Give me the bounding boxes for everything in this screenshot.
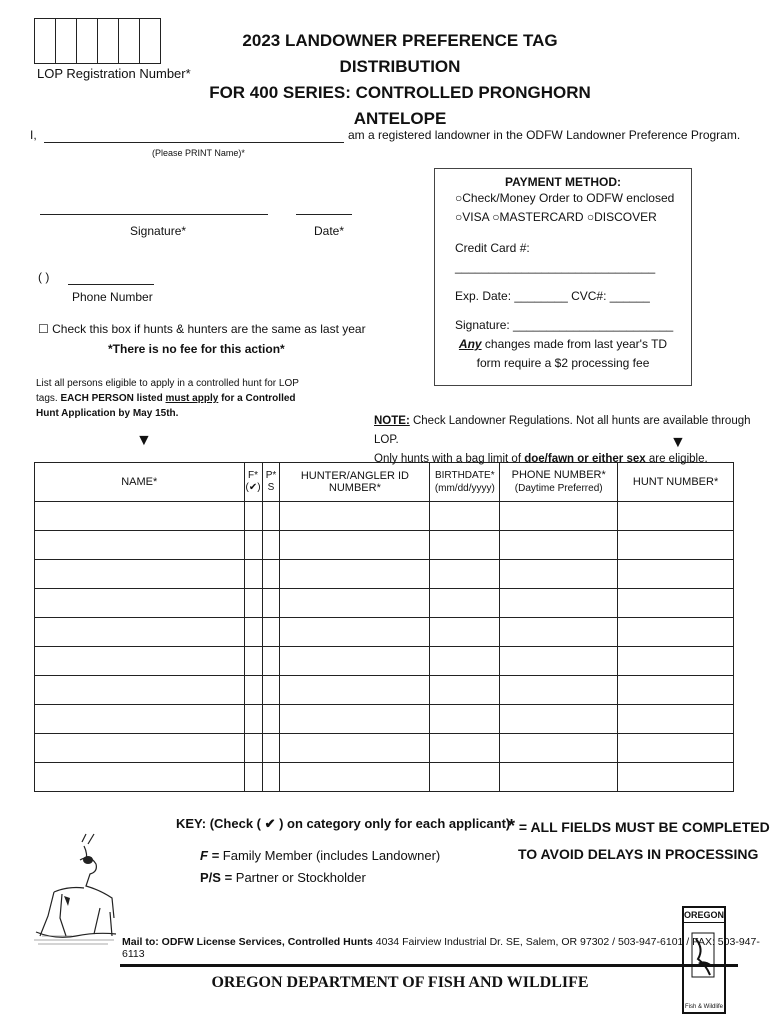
lop-registration-boxes[interactable] <box>34 18 161 64</box>
payment-signature-field[interactable]: Signature: ________________________ <box>455 318 674 332</box>
hunt-number-cell[interactable] <box>618 763 734 792</box>
antelope-illustration <box>30 832 120 950</box>
key-family-code: F = <box>200 848 220 863</box>
phone-cell[interactable] <box>500 734 618 763</box>
partner-cell[interactable] <box>262 705 280 734</box>
hunt-number-cell[interactable] <box>618 647 734 676</box>
logo-bottom-text: Fish & Wildlife <box>684 1004 723 1010</box>
col-phone-label: PHONE NUMBER* <box>511 469 606 481</box>
key-partner-code: P/S = <box>200 870 233 885</box>
hunt-number-cell[interactable] <box>618 618 734 647</box>
hunter-id-cell[interactable] <box>280 502 430 531</box>
payment-check-option[interactable]: ○Check/Money Order to ODFW enclosed <box>455 191 675 205</box>
table-row <box>35 705 734 734</box>
birthdate-cell[interactable] <box>430 502 500 531</box>
processing-fee-note <box>435 335 691 373</box>
col-stockholder-label: S <box>267 482 275 493</box>
col-partner-label: P* <box>265 470 277 481</box>
family-cell[interactable] <box>244 705 262 734</box>
phone-cell[interactable] <box>500 676 618 705</box>
title-line-1: 2023 LANDOWNER PREFERENCE TAG DISTRIBUTION <box>242 31 558 76</box>
processing-fee-line-2: form require a $2 processing fee <box>476 356 650 370</box>
table-row <box>35 676 734 705</box>
birthdate-cell[interactable] <box>430 763 500 792</box>
name-cell[interactable] <box>35 589 245 618</box>
note-label: NOTE: <box>374 415 410 427</box>
date-label: Date* <box>314 224 345 238</box>
required-line-1: = ALL FIELDS MUST BE COMPLETED <box>515 819 770 835</box>
table-row <box>35 763 734 792</box>
same-as-last-year-checkbox[interactable]: ☐ <box>38 322 49 336</box>
form-title <box>190 28 610 132</box>
instructions <box>36 376 299 421</box>
declaration-prefix: I, <box>30 128 37 142</box>
required-fields-note <box>508 816 770 837</box>
payment-method-box <box>434 168 692 386</box>
key-title: KEY: (Check ( ✔ ) on category only for each applicant) <box>176 816 511 831</box>
family-cell[interactable] <box>244 734 262 763</box>
lop-digit-box[interactable] <box>77 19 98 63</box>
phone-cell[interactable] <box>500 560 618 589</box>
col-birthdate <box>430 463 500 502</box>
partner-cell[interactable] <box>262 763 280 792</box>
no-fee-text: *There is no fee for this action* <box>108 342 285 356</box>
hunt-number-cell[interactable] <box>618 531 734 560</box>
phone-cell[interactable] <box>500 763 618 792</box>
name-cell[interactable] <box>35 618 245 647</box>
name-cell[interactable] <box>35 560 245 589</box>
processing-fee-text: changes made from last year's TD <box>481 337 668 351</box>
hunter-id-cell[interactable] <box>280 676 430 705</box>
note <box>374 412 770 469</box>
signature-field[interactable] <box>40 200 268 215</box>
family-cell[interactable] <box>244 618 262 647</box>
hunt-number-cell[interactable] <box>618 734 734 763</box>
partner-cell[interactable] <box>262 502 280 531</box>
family-cell[interactable] <box>244 560 262 589</box>
birthdate-cell[interactable] <box>430 705 500 734</box>
key-family-text: Family Member (includes Landowner) <box>219 848 441 863</box>
hunter-id-cell[interactable] <box>280 560 430 589</box>
col-hunt-number: HUNT NUMBER* <box>618 463 734 502</box>
name-cell[interactable] <box>35 502 245 531</box>
hunt-number-cell[interactable] <box>618 560 734 589</box>
col-family <box>244 463 262 502</box>
declaration-suffix: am a registered landowner in the ODFW Landowner Preference Program. <box>348 128 741 142</box>
key-family <box>200 848 440 863</box>
landowner-name-field[interactable] <box>44 128 344 143</box>
instructions-bold: for a Controlled <box>218 393 296 404</box>
exp-cvc-field[interactable]: Exp. Date: ________ CVC#: ______ <box>455 289 650 303</box>
name-cell[interactable] <box>35 531 245 560</box>
table-header-row <box>35 463 734 502</box>
partner-cell[interactable] <box>262 676 280 705</box>
arrow-down-icon: ▼ <box>136 432 152 449</box>
name-cell[interactable] <box>35 676 245 705</box>
applicant-table <box>34 462 734 792</box>
birthdate-cell[interactable] <box>430 647 500 676</box>
note-text: are eligible. <box>645 453 708 465</box>
key-partner-text: Partner or Stockholder <box>232 870 366 885</box>
any-emphasis: Any <box>458 337 482 351</box>
lop-digit-box[interactable] <box>56 19 77 63</box>
title-line-2: FOR 400 SERIES: CONTROLLED PRONGHORN ANTELOPE <box>209 83 591 128</box>
table-row <box>35 502 734 531</box>
table-body <box>35 502 734 792</box>
name-cell[interactable] <box>35 705 245 734</box>
phone-cell[interactable] <box>500 589 618 618</box>
partner-cell[interactable] <box>262 734 280 763</box>
birthdate-cell[interactable] <box>430 560 500 589</box>
name-cell[interactable] <box>35 734 245 763</box>
lop-digit-box[interactable] <box>98 19 119 63</box>
table-row <box>35 589 734 618</box>
required-line-2: TO AVOID DELAYS IN PROCESSING <box>518 846 759 862</box>
col-phone <box>500 463 618 502</box>
family-cell[interactable] <box>244 502 262 531</box>
note-text: Check Landowner Regulations. Not all hunts are available through LOP. <box>374 415 751 446</box>
family-cell[interactable] <box>244 589 262 618</box>
family-cell[interactable] <box>244 676 262 705</box>
phone-area-code: ( ) <box>38 270 50 284</box>
same-as-last-year-text: Check this box if hunts & hunters are the same as last year <box>52 322 366 336</box>
phone-label: Phone Number <box>72 290 153 304</box>
birthdate-cell[interactable] <box>430 734 500 763</box>
hunter-id-cell[interactable] <box>280 763 430 792</box>
lop-digit-box[interactable] <box>35 19 56 63</box>
mailing-address <box>122 936 770 960</box>
col-partner <box>262 463 280 502</box>
hunter-id-cell[interactable] <box>280 531 430 560</box>
birthdate-cell[interactable] <box>430 618 500 647</box>
processing-fee-line-1 <box>435 335 691 354</box>
phone-field[interactable] <box>68 270 154 285</box>
col-phone-sub: (Daytime Preferred) <box>514 483 603 494</box>
hunter-id-cell[interactable] <box>280 647 430 676</box>
hunt-number-cell[interactable] <box>618 705 734 734</box>
instructions-line-2 <box>36 391 299 406</box>
hunter-id-cell[interactable] <box>280 705 430 734</box>
birthdate-cell[interactable] <box>430 531 500 560</box>
lop-registration-label: LOP Registration Number* <box>37 66 191 81</box>
phone-cell[interactable] <box>500 647 618 676</box>
note-bold: doe/fawn or either sex <box>524 453 646 465</box>
col-birthdate-label: BIRTHDATE* <box>434 470 495 481</box>
arrow-down-icon: ▼ <box>670 434 686 451</box>
phone-cell[interactable] <box>500 618 618 647</box>
payment-card-options[interactable]: ○VISA ○MASTERCARD ○DISCOVER <box>455 210 657 224</box>
partner-cell[interactable] <box>262 618 280 647</box>
instructions-text: tags. <box>36 393 61 404</box>
hunter-id-cell[interactable] <box>280 618 430 647</box>
note-line-1 <box>374 412 770 450</box>
col-birthdate-format: (mm/dd/yyyy) <box>434 483 495 494</box>
table-row <box>35 560 734 589</box>
key-partner <box>200 870 366 885</box>
family-cell[interactable] <box>244 531 262 560</box>
instructions-bold: EACH PERSON listed <box>60 393 166 404</box>
same-as-last-year-row <box>38 322 366 336</box>
instructions-underline: must apply <box>165 393 219 404</box>
lop-digit-box[interactable] <box>119 19 140 63</box>
required-star: * <box>508 816 516 836</box>
birthdate-cell[interactable] <box>430 676 500 705</box>
partner-cell[interactable] <box>262 560 280 589</box>
signature-label: Signature* <box>130 224 187 238</box>
lop-digit-box[interactable] <box>140 19 160 63</box>
phone-cell[interactable] <box>500 705 618 734</box>
hunt-number-cell[interactable] <box>618 676 734 705</box>
partner-cell[interactable] <box>262 531 280 560</box>
col-name: NAME* <box>35 463 245 502</box>
mail-address-text: 4034 Fairview Industrial Dr. SE, Salem, OR 97302 / 503-947-6101 / FAX: 503-947-6113 <box>122 936 760 960</box>
logo-top-text: OREGON <box>684 908 724 923</box>
family-cell[interactable] <box>244 647 262 676</box>
partner-cell[interactable] <box>262 589 280 618</box>
hunter-id-cell[interactable] <box>280 589 430 618</box>
mail-label: Mail to: ODFW License Services, Controlled Hunts <box>122 936 373 948</box>
name-cell[interactable] <box>35 763 245 792</box>
col-family-label: F* <box>248 470 259 481</box>
hunt-number-cell[interactable] <box>618 502 734 531</box>
birthdate-cell[interactable] <box>430 589 500 618</box>
name-cell[interactable] <box>35 647 245 676</box>
fish-wildlife-emblem-icon <box>684 923 724 989</box>
phone-cell[interactable] <box>500 502 618 531</box>
department-name: OREGON DEPARTMENT OF FISH AND WILDLIFE <box>211 974 589 991</box>
table-row <box>35 531 734 560</box>
col-family-check: (✔) <box>245 482 261 493</box>
date-field[interactable] <box>296 200 352 215</box>
odfw-logo <box>682 906 726 1014</box>
table-row <box>35 618 734 647</box>
phone-cell[interactable] <box>500 531 618 560</box>
table-row <box>35 734 734 763</box>
credit-card-field[interactable]: Credit Card #: ______________________________ <box>455 241 656 274</box>
hunt-number-cell[interactable] <box>618 589 734 618</box>
payment-title: PAYMENT METHOD: <box>504 175 621 189</box>
instructions-line-3: Hunt Application by May 15th. <box>36 408 179 419</box>
hunter-id-cell[interactable] <box>280 734 430 763</box>
table-row <box>35 647 734 676</box>
family-cell[interactable] <box>244 763 262 792</box>
col-hunter-id: HUNTER/ANGLER ID NUMBER* <box>280 463 430 502</box>
note-text: Only hunts with a bag limit of <box>374 453 525 465</box>
footer-divider <box>120 964 738 967</box>
print-name-hint: (Please PRINT Name)* <box>152 148 245 158</box>
instructions-line-1: List all persons eligible to apply in a controlled hunt for LOP <box>36 378 299 389</box>
partner-cell[interactable] <box>262 647 280 676</box>
